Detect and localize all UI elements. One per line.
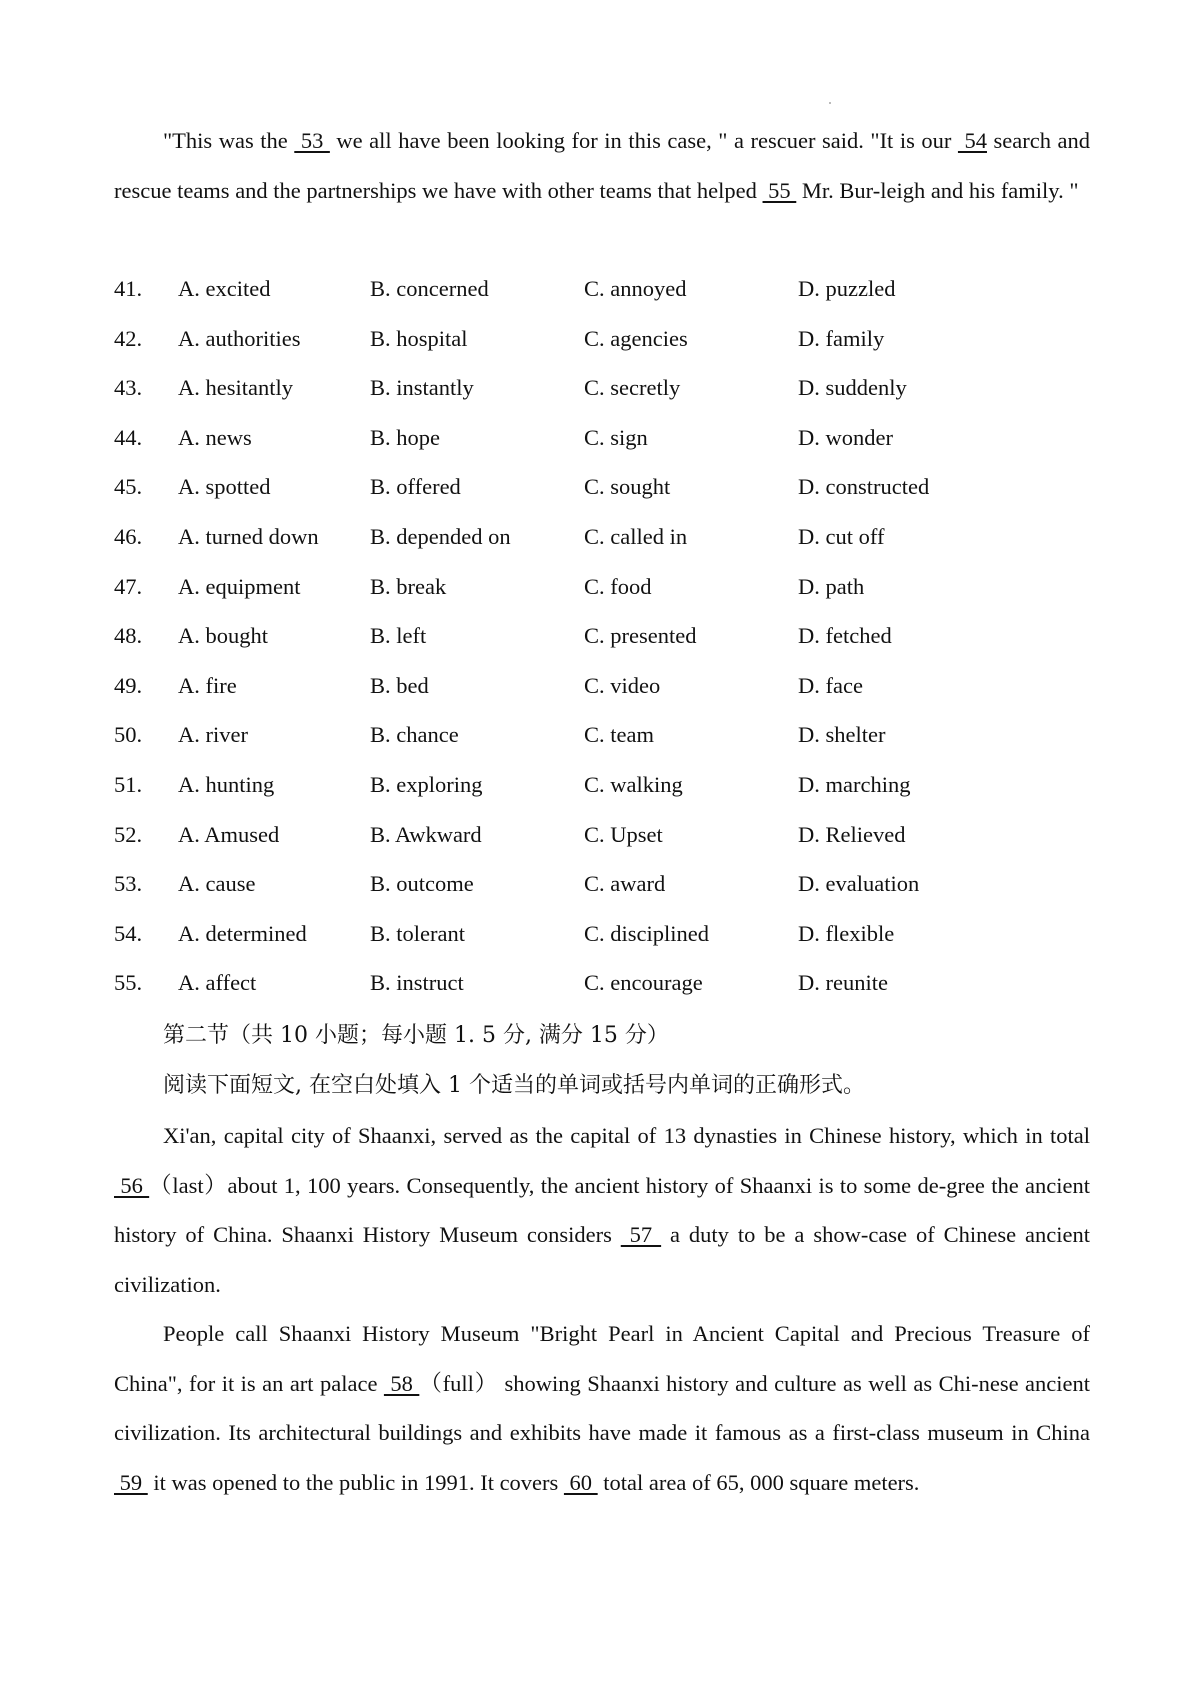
passage-text: "This was the bbox=[163, 128, 295, 153]
option-c: C. called in bbox=[584, 523, 688, 549]
option-d: D. shelter bbox=[798, 722, 886, 748]
article-paragraph-1 bbox=[114, 1111, 1090, 1309]
option-c: C. disciplined bbox=[584, 920, 709, 946]
option-c: C. walking bbox=[584, 771, 683, 797]
option-a: A. hunting bbox=[178, 771, 275, 797]
question-number: 47. bbox=[114, 573, 143, 599]
question-number: 52. bbox=[114, 821, 143, 847]
blank-53: 53 bbox=[294, 128, 330, 153]
option-d: D. puzzled bbox=[798, 276, 896, 301]
option-d: D. flexible bbox=[798, 920, 895, 946]
option-b: B. hospital bbox=[370, 325, 468, 351]
option-row bbox=[114, 413, 1014, 463]
blank-58: 58 bbox=[383, 1370, 420, 1396]
option-c: C. secretly bbox=[584, 375, 681, 401]
option-c: C. presented bbox=[584, 623, 697, 649]
option-c: C. team bbox=[584, 722, 654, 748]
option-b: B. left bbox=[370, 623, 427, 649]
option-a: A. hesitantly bbox=[178, 375, 293, 401]
option-b: B. break bbox=[370, 573, 447, 599]
option-c: C. encourage bbox=[584, 970, 703, 996]
option-d: D. suddenly bbox=[798, 375, 907, 401]
option-row bbox=[114, 760, 1014, 810]
option-a: A. excited bbox=[178, 276, 271, 301]
option-c: C. Upset bbox=[584, 821, 663, 847]
option-c: C. award bbox=[584, 871, 666, 897]
blank-59: 59 bbox=[114, 1469, 148, 1495]
article-paragraph-2 bbox=[114, 1309, 1090, 1507]
blank-54: 54 bbox=[957, 128, 987, 153]
article-text: （full） showing Shaanxi history and culture as well as Chi-nese ancient civilization. Its architectural buildings and exhibits have made it famous as a first-class museum in China bbox=[114, 1370, 1090, 1445]
option-b: B. concerned bbox=[370, 276, 489, 301]
scan-speck bbox=[829, 102, 831, 104]
passage-text: Mr. Bur-leigh and his family. " bbox=[796, 177, 1079, 203]
option-b: B. hope bbox=[370, 424, 440, 450]
question-number: 41. bbox=[114, 276, 143, 301]
option-b: B. offered bbox=[370, 474, 461, 500]
question-number: 50. bbox=[114, 722, 143, 748]
question-number: 46. bbox=[114, 523, 143, 549]
article-text: total area of 65, 000 square meters. bbox=[597, 1469, 920, 1495]
question-number: 54. bbox=[114, 920, 143, 946]
article-text: it was opened to the public in 1991. It covers bbox=[147, 1469, 564, 1495]
question-number: 45. bbox=[114, 474, 143, 500]
section-heading: 第二节（共 10 小题；每小题 1. 5 分, 满分 15 分） bbox=[163, 1023, 669, 1048]
option-a: A. cause bbox=[178, 871, 256, 897]
article-text: Xi'an, capital city of Shaanxi, served as the capital of 13 dynasties in Chinese history, which in total bbox=[163, 1123, 1090, 1148]
option-d: D. family bbox=[798, 325, 885, 351]
option-b: B. exploring bbox=[370, 771, 483, 797]
option-c: C. food bbox=[584, 573, 652, 599]
question-number: 55. bbox=[114, 970, 143, 996]
option-a: A. authorities bbox=[178, 325, 301, 351]
option-row bbox=[114, 909, 1014, 959]
passage-text: search and rescue teams and the partnerships we have with other teams that helped bbox=[114, 128, 1091, 203]
option-d: D. cut off bbox=[798, 523, 885, 549]
article-text: a duty to be a show-case of Chinese ancient civilization. bbox=[114, 1222, 1090, 1297]
question-number: 42. bbox=[114, 325, 143, 351]
option-row bbox=[114, 314, 1014, 364]
option-c: C. sign bbox=[584, 424, 648, 450]
option-d: D. fetched bbox=[798, 623, 892, 649]
option-a: A. turned down bbox=[178, 523, 319, 549]
question-number: 44. bbox=[114, 424, 143, 450]
blank-55: 55 bbox=[762, 177, 797, 203]
question-number: 43. bbox=[114, 375, 143, 401]
article-text: （last）about 1, 100 years. Consequently, the ancient history of Shaanxi is to some de-gree the ancient history of China. Shaanxi History Museum considers bbox=[114, 1172, 1091, 1247]
option-d: D. Relieved bbox=[798, 821, 906, 847]
option-d: D. face bbox=[798, 672, 863, 698]
option-d: D. path bbox=[798, 573, 865, 599]
passage-text: we all have been looking for in this case, " a rescuer said. "It is our bbox=[329, 128, 958, 153]
option-row bbox=[114, 264, 1014, 314]
option-c: C. agencies bbox=[584, 325, 688, 351]
option-a: A. equipment bbox=[178, 573, 301, 599]
option-row bbox=[114, 710, 1014, 760]
option-b: B. Awkward bbox=[370, 821, 482, 847]
option-a: A. Amused bbox=[178, 821, 280, 847]
option-d: D. constructed bbox=[798, 474, 930, 500]
option-b: B. tolerant bbox=[370, 920, 465, 946]
question-number: 48. bbox=[114, 623, 143, 649]
option-row bbox=[114, 562, 1014, 612]
option-row bbox=[114, 810, 1014, 860]
option-b: B. instruct bbox=[370, 970, 464, 996]
option-b: B. outcome bbox=[370, 871, 474, 897]
option-row bbox=[114, 859, 1014, 909]
option-row bbox=[114, 462, 1014, 512]
option-b: B. instantly bbox=[370, 375, 474, 401]
option-d: D. evaluation bbox=[798, 871, 920, 897]
article-text: People call Shaanxi History Museum "Bright Pearl in Ancient Capital and Precious Treasure of China", for it is an art palace bbox=[114, 1321, 1090, 1396]
option-row bbox=[114, 363, 1014, 413]
answer-options-table bbox=[114, 264, 1014, 1008]
option-row bbox=[114, 958, 1014, 1008]
option-a: A. affect bbox=[178, 970, 257, 996]
option-row bbox=[114, 512, 1014, 562]
option-row bbox=[114, 661, 1014, 711]
blank-60: 60 bbox=[563, 1469, 598, 1495]
option-c: C. annoyed bbox=[584, 276, 687, 301]
option-b: B. chance bbox=[370, 722, 459, 748]
option-b: B. bed bbox=[370, 672, 429, 698]
option-a: A. river bbox=[178, 722, 248, 748]
blank-56: 56 bbox=[114, 1172, 150, 1198]
option-a: A. news bbox=[178, 424, 252, 450]
option-c: C. sought bbox=[584, 474, 671, 500]
option-c: C. video bbox=[584, 672, 661, 698]
blank-57: 57 bbox=[620, 1222, 662, 1247]
question-number: 49. bbox=[114, 672, 143, 698]
option-a: A. fire bbox=[178, 672, 237, 698]
option-d: D. wonder bbox=[798, 424, 893, 450]
section-instruction: 阅读下面短文, 在空白处填入 1 个适当的单词或括号内单词的正确形式。 bbox=[163, 1073, 865, 1098]
option-d: D. marching bbox=[798, 771, 911, 797]
option-a: A. determined bbox=[178, 920, 307, 946]
option-b: B. depended on bbox=[370, 523, 511, 549]
question-number: 51. bbox=[114, 771, 143, 797]
option-a: A. bought bbox=[178, 623, 268, 649]
question-number: 53. bbox=[114, 871, 143, 897]
passage-ending-paragraph bbox=[114, 116, 1090, 215]
option-row bbox=[114, 611, 1014, 661]
option-d: D. reunite bbox=[798, 970, 888, 996]
option-a: A. spotted bbox=[178, 474, 271, 500]
